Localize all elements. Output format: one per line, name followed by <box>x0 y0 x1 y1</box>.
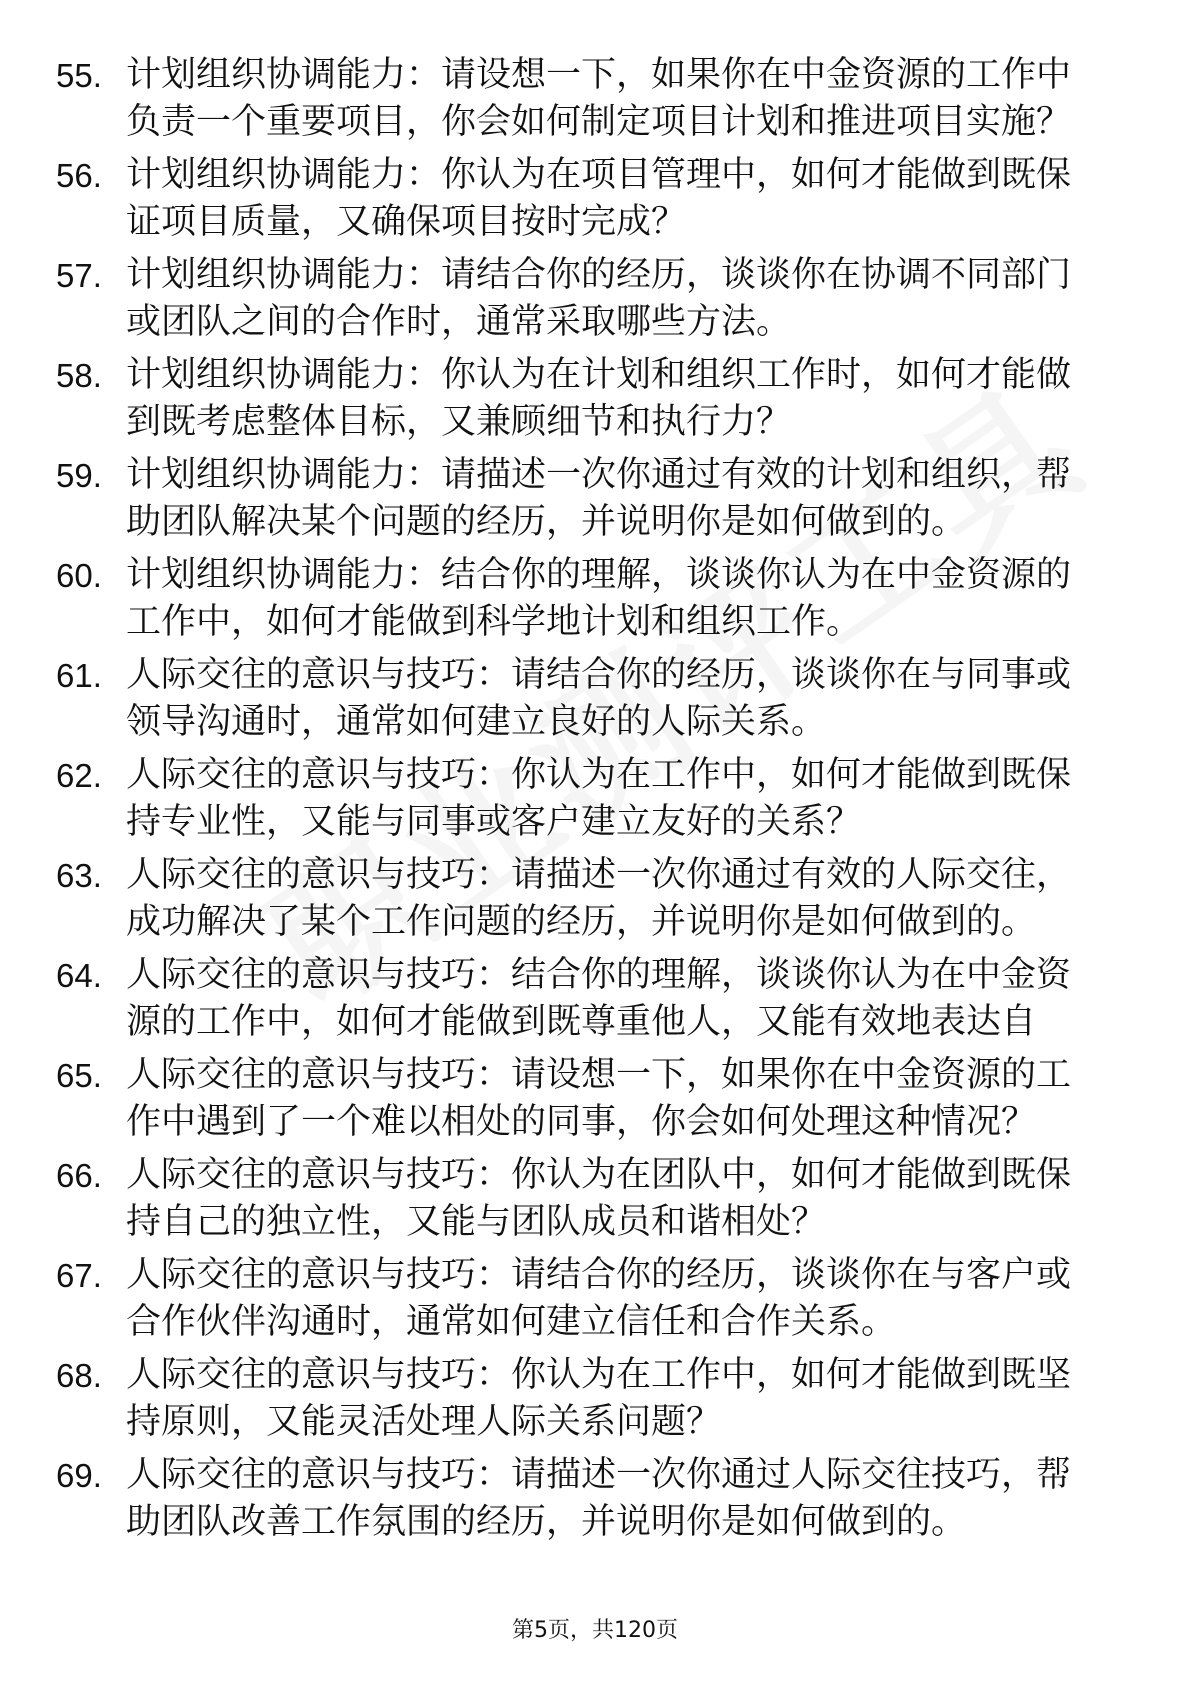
question-item <box>56 52 1096 146</box>
question-item <box>56 1452 1096 1546</box>
question-number: 57. <box>56 257 102 294</box>
question-text: 人际交往的意识与技巧：你认为在工作中，如何才能做到既坚持原则，又能灵活处理人际关系问题？ <box>126 1355 1072 1442</box>
question-number: 60. <box>56 557 102 594</box>
question-number: 69. <box>56 1457 102 1494</box>
question-item <box>56 352 1096 446</box>
question-text: 计划组织协调能力：请设想一下，如果你在中金资源的工作中负责一个重要项目，你会如何制定项目计划和推进项目实施？ <box>126 55 1072 142</box>
question-text: 计划组织协调能力：请结合你的经历，谈谈你在协调不同部门或团队之间的合作时，通常采取哪些方法。 <box>126 255 1072 342</box>
question-item <box>56 952 1096 1046</box>
question-number: 64. <box>56 957 102 994</box>
question-item <box>56 1052 1096 1146</box>
question-item <box>56 552 1096 646</box>
question-text: 人际交往的意识与技巧：请描述一次你通过有效的人际交往，成功解决了某个工作问题的经历，并说明你是如何做到的。 <box>126 855 1072 942</box>
question-text: 人际交往的意识与技巧：你认为在团队中，如何才能做到既保持自己的独立性，又能与团队成员和谐相处？ <box>126 1155 1072 1242</box>
question-text: 计划组织协调能力：请描述一次你通过有效的计划和组织，帮助团队解决某个问题的经历，并说明你是如何做到的。 <box>126 455 1072 542</box>
question-text: 人际交往的意识与技巧：请结合你的经历，谈谈你在与客户或合作伙伴沟通时，通常如何建立信任和合作关系。 <box>126 1255 1072 1342</box>
question-number: 66. <box>56 1157 102 1194</box>
question-text: 计划组织协调能力：你认为在项目管理中，如何才能做到既保证项目质量，又确保项目按时完成？ <box>126 155 1072 242</box>
question-number: 63. <box>56 857 102 894</box>
question-number: 67. <box>56 1257 102 1294</box>
page-footer: 第5页，共120页 <box>512 1618 678 1643</box>
question-number: 59. <box>56 457 102 494</box>
question-number: 58. <box>56 357 102 394</box>
question-item <box>56 1352 1096 1446</box>
question-number: 56. <box>56 157 102 194</box>
question-number: 62. <box>56 757 102 794</box>
question-text: 人际交往的意识与技巧：你认为在工作中，如何才能做到既保持专业性，又能与同事或客户建立友好的关系？ <box>126 755 1072 842</box>
question-item <box>56 752 1096 846</box>
question-number: 68. <box>56 1357 102 1394</box>
question-item <box>56 152 1096 246</box>
question-item <box>56 1252 1096 1346</box>
question-text: 人际交往的意识与技巧：请设想一下，如果你在中金资源的工作中遇到了一个难以相处的同事，你会如何处理这种情况？ <box>126 1055 1072 1142</box>
question-item <box>56 1152 1096 1246</box>
question-item <box>56 452 1096 546</box>
question-item <box>56 652 1096 746</box>
question-item <box>56 852 1096 946</box>
question-text: 人际交往的意识与技巧：结合你的理解，谈谈你认为在中金资源的工作中，如何才能做到既尊重他人，又能有效地表达自 <box>126 955 1072 1042</box>
question-number: 55. <box>56 57 102 94</box>
question-number: 61. <box>56 657 102 694</box>
question-item <box>56 252 1096 346</box>
question-list <box>56 52 1096 1552</box>
question-text: 计划组织协调能力：结合你的理解，谈谈你认为在中金资源的工作中，如何才能做到科学地计划和组织工作。 <box>126 555 1072 642</box>
question-text: 计划组织协调能力：你认为在计划和组织工作时，如何才能做到既考虑整体目标，又兼顾细节和执行力？ <box>126 355 1072 442</box>
question-text: 人际交往的意识与技巧：请描述一次你通过人际交往技巧，帮助团队改善工作氛围的经历，并说明你是如何做到的。 <box>126 1455 1072 1542</box>
question-number: 65. <box>56 1057 102 1094</box>
question-text: 人际交往的意识与技巧：请结合你的经历，谈谈你在与同事或领导沟通时，通常如何建立良好的人际关系。 <box>126 655 1072 742</box>
